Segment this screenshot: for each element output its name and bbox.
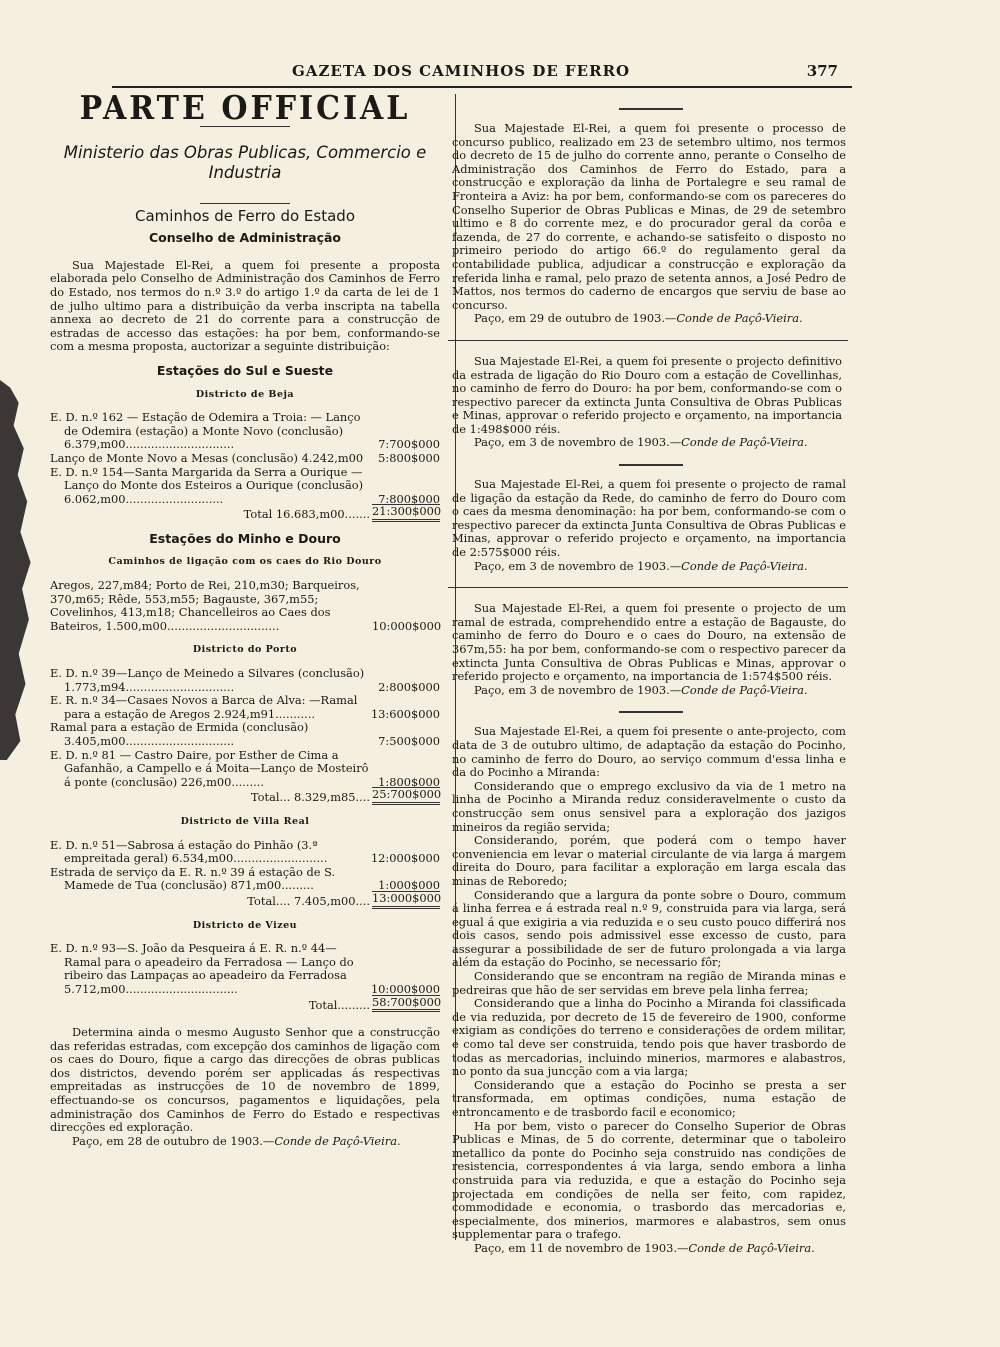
total-amount: 21:300$000	[372, 504, 440, 522]
list-item	[50, 749, 440, 790]
item-text: Estrada de serviço da E. R. n.º 39 á estação de S. Mamede de Tua (conclusão) 871,m00.........	[50, 864, 336, 893]
running-header	[112, 62, 852, 84]
item-amount: 7:500$000	[378, 734, 440, 748]
decree-paragraph: Sua Majestade El-Rei, a quem foi presente o projecto de um ramal de estrada, comprehendido entre a estação de Bagauste, do caminho de ferro do Douro e o caes do Douro, na extensão de 367m,55: ha por bem, conformando-se com o respectivo parecer da extincta Junta Consultiva de Obras Publicas e Minas, approvar o referido projecto e orçamento, na importancia de 1:574$500 réis.	[452, 601, 846, 684]
item-amount: 7:700$000	[378, 437, 440, 452]
left-column	[50, 89, 442, 1148]
beja-heading: Districto de Beja	[195, 388, 295, 400]
list-item	[50, 466, 440, 507]
item-amount: 1:000$000	[378, 878, 440, 893]
total-row	[50, 890, 442, 909]
list-item	[50, 579, 440, 633]
torn-edge	[0, 380, 34, 760]
list-item	[50, 866, 440, 893]
caminhos-heading: Caminhos de Ferro do Estado	[135, 206, 355, 225]
total-label: Total... 8.329,m85....	[250, 790, 370, 805]
list-item	[50, 667, 440, 694]
item-amount: 12:000$000	[370, 851, 440, 866]
signature-name: Conde de Paçô-Vieira.	[274, 1133, 401, 1148]
villa-heading: Districto de Villa Real	[180, 815, 310, 827]
decree-paragraph: Considerando que a estação do Pocinho se presta a ser transformada, em optimas condições, numa estação de entroncamento e de trasbordo facil e economico;	[452, 1077, 846, 1119]
item-amount: 5:800$000	[378, 450, 440, 465]
separator	[448, 340, 848, 341]
decree-paragraph: Sua Majestade El-Rei, a quem foi presente o projecto de ramal de ligação da estação da Rede, do caminho de ferro do Douro com o caes da mesma denominação: ha por bem, conformando-se com o respectivo parecer da extincta Junta Consultiva de Obras Publicas e Minas, approvar o referido projecto e orçamento, na importancia de 2:575$000 réis.	[452, 477, 846, 560]
total-amount: 13:000$000	[372, 891, 440, 909]
total-label: Total 16.683,m00.......	[243, 507, 370, 522]
signature-date: Paço, em 28 de outubro de 1903.—	[72, 1133, 275, 1148]
list-item	[50, 694, 440, 721]
item-text: E. D. n.º 39—Lanço de Meinedo a Silvares (conclusão) 1.773,m94..............................	[50, 666, 365, 694]
caes-heading: Caminhos de ligação com os caes do Rio Douro	[108, 556, 382, 568]
item-amount: 10:000$000	[370, 981, 440, 996]
signature-line	[452, 312, 846, 326]
total-row	[50, 504, 442, 522]
item-text: E. R. n.º 34—Casaes Novos a Barca de Alva: —Ramal para a estação de Aregos 2.924,m91...........	[50, 693, 358, 721]
list-item	[50, 839, 440, 866]
total-row	[50, 787, 442, 805]
final-paragraph: Determina ainda o mesmo Augusto Senhor que a construcção das referidas estradas, com excepção dos caminhos de ligação com os caes do Douro, fique a cargo das direcções de obras publicas dos districtos, devendo porém ser applicadas ás respectivas empreitadas as instrucções de 10 de novembro de 1899, effectuando-se os concursos, pagamentos e liquidações, pela administração dos Caminhos de Ferro do Estado e respectivas direcções ed exploração.	[50, 1025, 440, 1135]
signature-name: Conde de Paçô-Vieira.	[681, 435, 808, 450]
total-row	[50, 994, 442, 1013]
item-text: E. D. n.º 93—S. João da Pesqueira á E. R. n.º 44—Ramal para o apeadeiro da Ferradosa — Lanço do ribeiro das Lampaças ao apeadeiro da Ferradosa 5.712,m00...............................	[50, 941, 354, 996]
item-text: E. D. n.º 51—Sabrosa á estação do Pinhão (3.ª empreitada geral) 6.534,m00..........................	[50, 837, 328, 866]
decree-paragraph: Considerando, porém, que poderá com o tempo haver conveniencia em levar o material circulante de via larga á margem direita do Douro, para facilitar a exploração em larga escala das minas de Reboredo;	[452, 833, 846, 888]
signature-line	[452, 684, 846, 698]
item-amount: 2:800$000	[378, 679, 440, 694]
separator	[619, 711, 683, 713]
right-column	[452, 108, 850, 1256]
signature-line	[452, 436, 842, 450]
signature-line	[50, 1135, 440, 1149]
item-text: Lanço de Monte Novo a Mesas (conclusão) 4.242,m00	[50, 450, 364, 465]
decree-paragraph: Considerando que se encontram na região de Miranda minas e pedreiras que hão de ser servidas em breve pela linha ferrea;	[452, 969, 846, 997]
item-text: E. D. n.º 81 — Castro Daire, por Esther de Cima a Gafanhão, a Campello e á Moita—Lanço de Mosteirô á ponte (conclusão) 226,m00.........	[50, 747, 369, 789]
porto-heading: Districto do Porto	[192, 644, 298, 656]
decree-paragraph: Considerando que a largura da ponte sobre o Douro, commum á linha ferrea e á estrada real n.º 9, construida para via larga, será egual á que exigiria a via reduzida e o seu custo pouco differirá nos dois casos, sendo pois admissivel esse excesso de custo, para assegurar a possibilidade de ser de futuro prolongada a via larga além da estação do Pocinho, se necessario fôr;	[452, 887, 846, 970]
list-item	[50, 411, 440, 452]
section-title: PARTE OFFICIAL	[79, 89, 411, 128]
separator	[619, 464, 683, 466]
total-label: Total.........	[308, 997, 370, 1012]
signature-date: Paço, em 3 de novembro de 1903.—	[474, 435, 682, 450]
journal-title: GAZETA DOS CAMINHOS DE FERRO	[292, 62, 631, 80]
conselho-heading: Conselho de Administração	[148, 230, 342, 246]
total-amount: 58:700$000	[372, 995, 440, 1013]
minho-heading: Estações do Minho e Douro	[149, 530, 341, 546]
short-rule	[200, 203, 290, 204]
signature-name: Conde de Paçô-Vieira.	[676, 311, 803, 326]
signature-name: Conde de Paçô-Vieira.	[688, 1240, 815, 1255]
intro-paragraph: Sua Majestade El-Rei, a quem foi presente a proposta elaborada pelo Conselho de Administração dos Caminhos de Ferro do Estado, nos termos do n.º 3.º do artigo 1.º da carta de lei de 1 de julho ultimo para a distribuição da verba inscripta na tabella annexa ao decreto de 21 do corrente para a construcção de estradas de accesso das estações: ha por bem, conformando-se com a mesma proposta, auctorizar a seguinte distribuição:	[50, 257, 440, 354]
ministry-heading: Ministerio das Obras Publicas, Commercio e Industria	[63, 142, 427, 182]
separator	[448, 587, 848, 588]
total-label: Total.... 7.405,m00....	[247, 893, 370, 908]
signature-name: Conde de Paçô-Vieira.	[681, 558, 808, 573]
total-amount: 25:700$000	[372, 787, 440, 805]
signature-name: Conde de Paçô-Vieira.	[681, 682, 808, 697]
decree-paragraph: Ha por bem, visto o parecer do Conselho Superior de Obras Publicas e Minas, de 5 do corrente, determinar que o taboleiro metallico da ponte do Pocinho seja construido nas condições de resistencia, correspondentes á via larga, sendo embora a linha construida para via reduzida, e que a estação do Pocinho seja projectada em condições de nella ser feito, com rapidez, commodidade e economia, o trasbordo das mercadorias e, especialmente, dos minerios, marmores e alabastros, sem onus supplementar para o trafego.	[452, 1118, 846, 1242]
sul-heading: Estações do Sul e Sueste	[156, 362, 334, 378]
signature-line	[452, 1242, 846, 1256]
item-text: E. D. n.º 154—Santa Margarida da Serra a Ourique — Lanço do Monte dos Esteiros a Ourique (conclusão) 6.062,m00...........................	[50, 464, 364, 506]
header-rule	[112, 86, 852, 88]
item-amount: 10:000$000	[372, 618, 442, 633]
page-number: 377	[806, 62, 838, 80]
list-item	[50, 942, 440, 996]
signature-date: Paço, em 11 de novembro de 1903.—	[474, 1240, 689, 1255]
signature-date: Paço, em 3 de novembro de 1903.—	[474, 682, 682, 697]
item-amount: 13:600$000	[370, 706, 440, 721]
vizeu-heading: Districto de Vizeu	[192, 919, 298, 931]
decree-paragraph: Sua Majestade El-Rei, a quem foi presente o ante-projecto, com data de 3 de outubro ultimo, de adaptação da estação do Pocinho, no caminho de ferro do Douro, ao serviço commum d'essa linha e da do Pocinho a Miranda:	[452, 724, 846, 780]
item-amount: 1:800$000	[378, 774, 440, 789]
list-item	[50, 721, 440, 748]
signature-date: Paço, em 29 de outubro de 1903.—	[474, 311, 677, 326]
item-text: Ramal para a estação de Ermida (conclusão) 3.405,m00..............................	[50, 720, 309, 748]
decree-paragraph: Considerando que o emprego exclusivo da via de 1 metro na linha de Pocinho a Miranda reduz consideravelmente o custo da construcção sem onus sensivel para a exploração dos jazigos mineiros da região servida;	[452, 778, 846, 834]
decree-paragraph: Considerando que a linha do Pocinho a Miranda foi classificada de via reduzida, por decreto de 15 de fevereiro de 1900, conforme exigiam as condições do terreno e considerações de ordem militar, e como tal deve ser construida, tendo pois que haver trasbordo de todas as mercadorias, incluindo minerios, marmores e alabastros, no ponto da sua juncção com a via larga;	[452, 996, 846, 1079]
decree-paragraph: Sua Majestade El-Rei, a quem foi presente o projecto definitivo da estrada de ligação do Rio Douro com a estação de Covellinhas, no caminho de ferro do Douro: ha por bem, conformando-se com o respectivo parecer da extincta Junta Consultiva de Obras Publicas e Minas, approvar o referido projecto e orçamento, na importancia de 1:498$000 réis.	[452, 353, 842, 436]
item-amount: 7:800$000	[378, 491, 440, 506]
separator	[619, 108, 683, 110]
signature-line	[452, 560, 846, 574]
item-text: Aregos, 227,m84; Porto de Rei, 210,m30; Barqueiros, 370,m65; Rêde, 553,m55; Bagauste, 367,m55; Covelinhos, 413,m18; Chancelleiros ao Caes dos Bateiros, 1.500,m00...............................	[50, 578, 360, 633]
item-text: E. D. n.º 162 — Estação de Odemira a Troia: — Lanço de Odemira (estação) a Monte Novo (conclusão) 6.379,m00..............................	[50, 410, 361, 452]
decree-paragraph: Sua Majestade El-Rei, a quem foi presente o processo de concurso publico, realizado em 23 de setembro ultimo, nos termos do decreto de 15 de julho do corrente anno, perante o Conselho de Administração dos Caminhos de Ferro do Estado, para a construcção e exploração da linha de Portalegre e seu ramal de Fronteira a Aviz: ha por bem, conformando-se com os pareceres do Conselho Superior de Obras Publicas e Minas, de 29 de setembro ultimo e 8 do corrente mez, e do procurador geral da corôa e fazenda, de 27 do corrente, e achando-se satisfeito o disposto no primeiro periodo do artigo 66.º do regulamento geral da contabilidade publica, adjudicar a construcção e exploração da referida linha e ramal, pelo prazo de setenta annos, a José Pedro de Mattos, nos termos do caderno de encargos que serviu de base ao concurso.	[452, 121, 846, 312]
list-item	[50, 452, 440, 466]
signature-date: Paço, em 3 de novembro de 1903.—	[474, 558, 682, 573]
